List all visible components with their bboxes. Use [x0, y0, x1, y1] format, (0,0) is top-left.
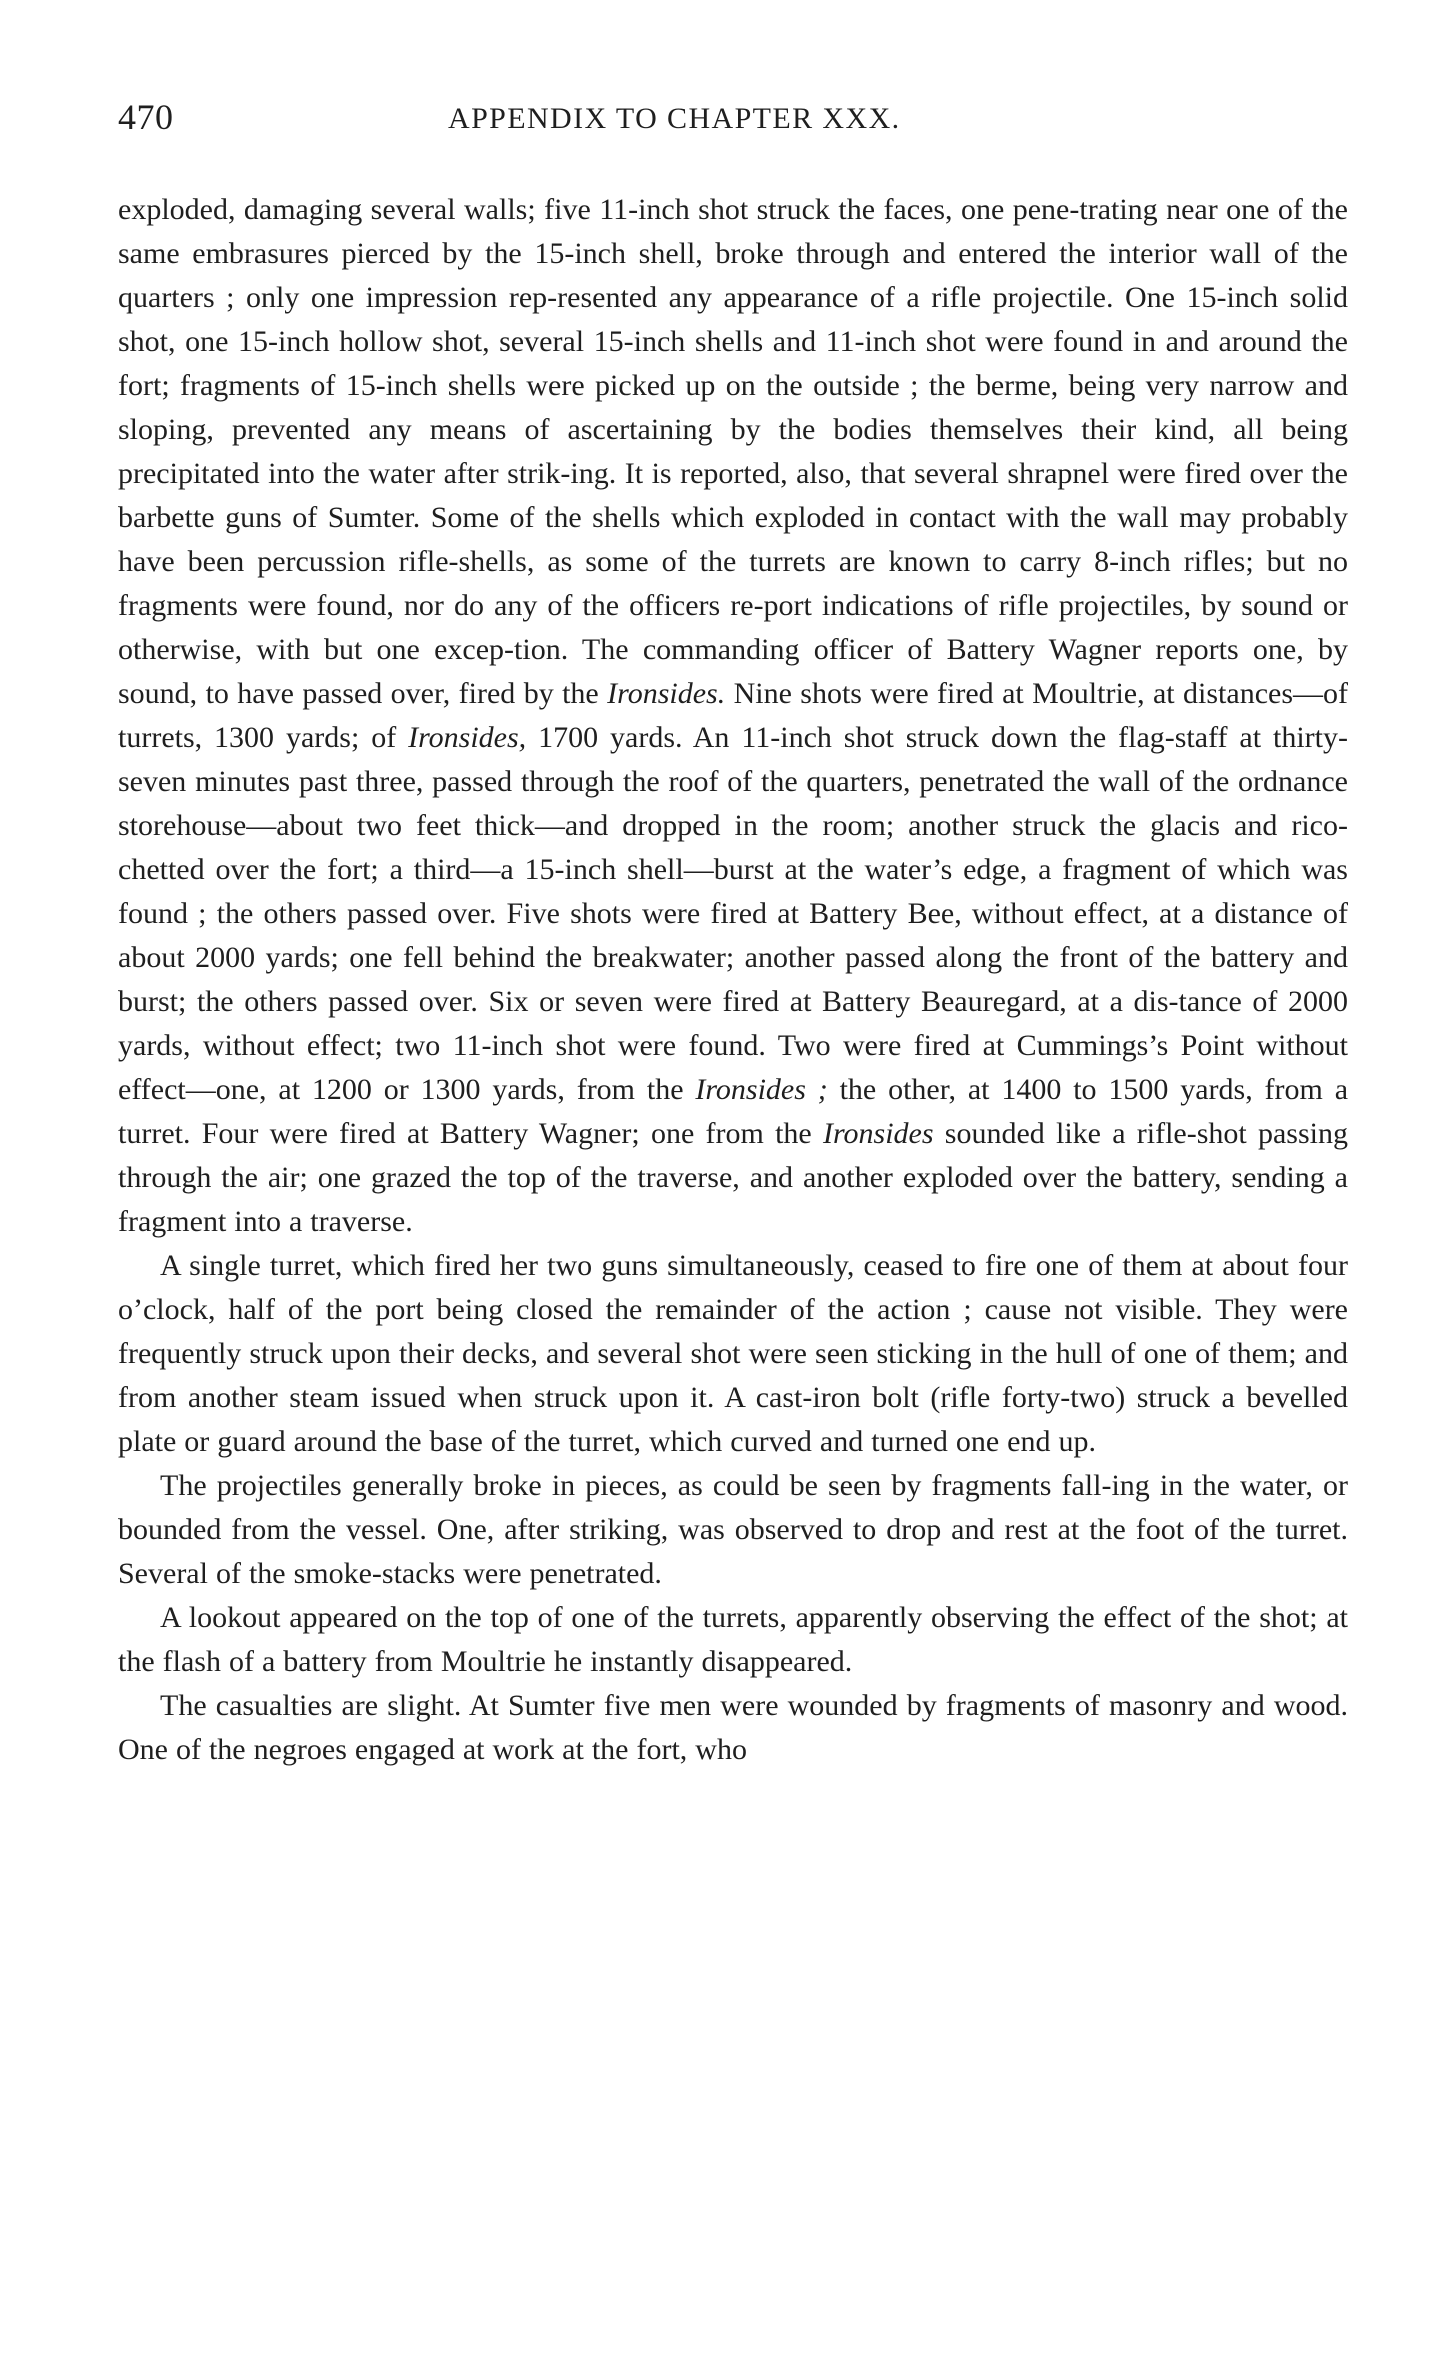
paragraph: [118, 1244, 1348, 1464]
italic-text-segment: Ironsides ;: [695, 1073, 828, 1106]
text-segment: Nine shots were fired at Moultrie, at distances—of turrets, 1300 yards; of: [118, 677, 1348, 754]
text-segment: A lookout appeared on the top of one of the turrets, apparently observing the effect of the shot; at the flash of a battery from Moultrie he instantly disappeared.: [118, 1601, 1348, 1678]
page-number: 470: [118, 97, 174, 137]
text-segment: exploded, damaging several walls; five 11-inch shot struck the faces, one pene-trating near one of the same embrasures pierced by the 15-inch shell, broke through and entered the interior wall of the quarters ; only one impression rep-resented any appearance of a rifle projectile. One 15-inch solid shot, one 15-inch hollow shot, several 15-inch shells and 11-inch shot were found in and around the fort; fragments of 15-inch shells were picked up on the outside ; the berme, being very narrow and sloping, prevented any means of ascertaining by the bodies themselves their kind, all being precipitated into the water after strik-ing. It is reported, also, that several shrapnel were fired over the barbette guns of Sumter. Some of the shells which exploded in contact with the wall may probably have been percussion rifle-shells, as some of the turrets are known to carry 8-inch rifles; but no fragments were found, nor do any of the officers re-port indications of rifle projectiles, by sound or otherwise, with but one excep-tion. The commanding officer of Battery Wagner reports one, by sound, to have passed over, fired by the: [118, 193, 1348, 710]
page-header: [118, 96, 1358, 150]
running-head: APPENDIX TO CHAPTER XXX.: [448, 102, 901, 135]
text-segment: The casualties are slight. At Sumter five men were wounded by fragments of masonry and wood. One of the negroes engaged at work at the fort, who: [118, 1689, 1348, 1766]
italic-text-segment: Ironsides: [822, 1117, 934, 1150]
paragraph: [118, 188, 1348, 1244]
text-segment: The projectiles generally broke in pieces, as could be seen by fragments fall-ing in the water, or bounded from the vessel. One, after striking, was observed to drop and rest at the foot of the turret. Several of the smoke-stacks were penetrated.: [118, 1469, 1348, 1590]
text-segment: sounded like a rifle-shot passing through the air; one grazed the top of the traverse, and another exploded over the battery, sending a fragment into a traverse.: [118, 1117, 1348, 1238]
text-segment: 1700 yards. An 11-inch shot struck down the flag-staff at thirty-seven minutes past three, passed through the roof of the quarters, penetrated the wall of the ordnance storehouse—about two feet thick—and dropped in the room; another struck the glacis and rico-chetted over the fort; a third—a 15-inch shell—burst at the water’s edge, a fragment of which was found ; the others passed over. Five shots were fired at Battery Bee, without effect, at a distance of about 2000 yards; one fell behind the breakwater; another passed along the front of the battery and burst; the others passed over. Six or seven were fired at Battery Beauregard, at a dis-tance of 2000 yards, without effect; two 11-inch shot were found. Two were fired at Cummings’s Point without effect—one, at 1200 or 1300 yards, from the: [118, 721, 1348, 1106]
paragraph: [118, 1684, 1348, 1772]
paragraph: [118, 1464, 1348, 1596]
italic-text-segment: Ironsides.: [607, 677, 726, 710]
body-text: [118, 188, 1348, 2268]
paragraph: [118, 1596, 1348, 1684]
text-segment: A single turret, which fired her two guns simultaneously, ceased to fire one of them at about four o’clock, half of the port being closed the remainder of the action ; cause not visible. They were frequently struck upon their decks, and several shot were seen sticking in the hull of one of them; and from another steam issued when struck upon it. A cast-iron bolt (rifle forty-two) struck a bevelled plate or guard around the base of the turret, which curved and turned one end up.: [118, 1249, 1348, 1458]
text-segment: the other, at 1400 to 1500 yards, from a turret. Four were fired at Battery Wagner; one from the: [118, 1073, 1349, 1150]
italic-text-segment: Ironsides,: [408, 721, 527, 754]
